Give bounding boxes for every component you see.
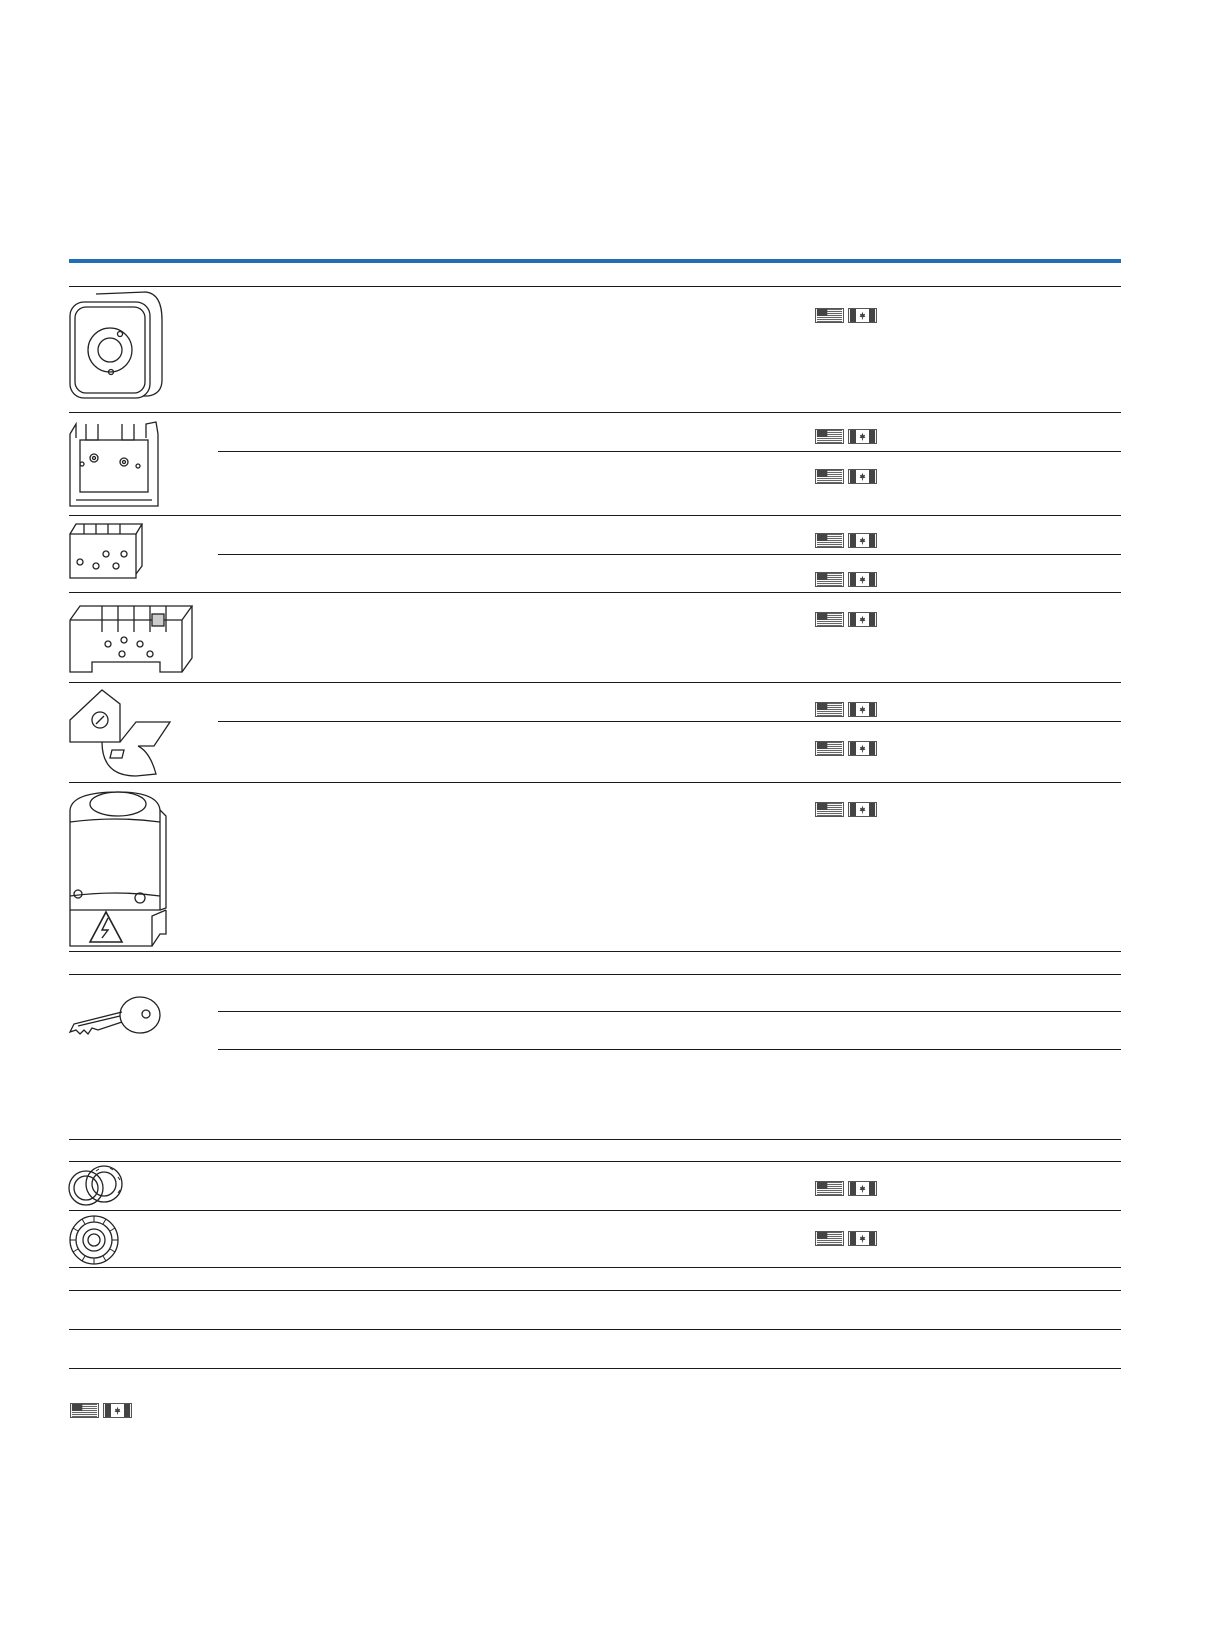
certification-flags (815, 802, 877, 817)
table-row-divider (69, 286, 1121, 287)
canada-flag-icon (848, 572, 877, 587)
table-row-divider (69, 1329, 1121, 1330)
table-row-divider (69, 1290, 1121, 1291)
enclosure-cover-image (66, 290, 166, 405)
us-flag-icon (815, 572, 844, 587)
table-row-divider (69, 515, 1121, 516)
us-flag-icon (815, 308, 844, 323)
table-row-divider (69, 1210, 1121, 1211)
shroud-with-warning-image (66, 786, 176, 951)
canada-flag-icon (848, 741, 877, 756)
canada-flag-icon (848, 533, 877, 548)
table-row-divider (69, 1139, 1121, 1140)
table-subrow-divider (218, 451, 1121, 452)
footnote-certification-flags (70, 1403, 132, 1418)
canada-flag-icon (848, 702, 877, 717)
certification-flags (815, 308, 877, 323)
table-subrow-divider (218, 554, 1121, 555)
certification-flags (815, 1231, 877, 1246)
header-accent-rule (69, 259, 1121, 263)
certification-flags (815, 1181, 877, 1196)
canada-flag-icon (103, 1403, 132, 1418)
indicator-ring-plain-image (66, 1163, 126, 1209)
certification-flags (815, 741, 877, 756)
canada-flag-icon (848, 308, 877, 323)
canada-flag-icon (848, 429, 877, 444)
table-row-divider (69, 412, 1121, 413)
canada-flag-icon (848, 612, 877, 627)
table-subrow-divider (218, 1049, 1121, 1050)
certification-flags (815, 612, 877, 627)
indicator-ring-labelled-image (66, 1213, 126, 1268)
certification-flags (815, 469, 877, 484)
table-row-divider (69, 974, 1121, 975)
us-flag-icon (815, 1231, 844, 1246)
canada-flag-icon (848, 469, 877, 484)
key-image (66, 990, 166, 1045)
us-flag-icon (815, 469, 844, 484)
certification-flags (815, 572, 877, 587)
table-row-divider (69, 1368, 1121, 1369)
us-flag-icon (815, 533, 844, 548)
terminal-cover-small-image (66, 518, 146, 583)
certification-flags (815, 429, 877, 444)
table-subrow-divider (218, 1011, 1121, 1012)
table-row-divider (69, 592, 1121, 593)
canada-flag-icon (848, 1181, 877, 1196)
padlock-adapter-image (66, 686, 176, 781)
table-row-divider (69, 1161, 1121, 1162)
table-row-divider (69, 682, 1121, 683)
us-flag-icon (815, 741, 844, 756)
certification-flags (815, 533, 877, 548)
table-subrow-divider (218, 721, 1121, 722)
us-flag-icon (815, 612, 844, 627)
us-flag-icon (70, 1403, 99, 1418)
table-row-divider (69, 1267, 1121, 1268)
certification-flags (815, 702, 877, 717)
canada-flag-icon (848, 1231, 877, 1246)
table-row-divider (69, 782, 1121, 783)
canada-flag-icon (848, 802, 877, 817)
us-flag-icon (815, 802, 844, 817)
us-flag-icon (815, 1181, 844, 1196)
terminal-cover-large-image (66, 596, 196, 676)
us-flag-icon (815, 429, 844, 444)
us-flag-icon (815, 702, 844, 717)
mounting-bracket-image (66, 414, 166, 514)
table-row-divider (69, 951, 1121, 952)
